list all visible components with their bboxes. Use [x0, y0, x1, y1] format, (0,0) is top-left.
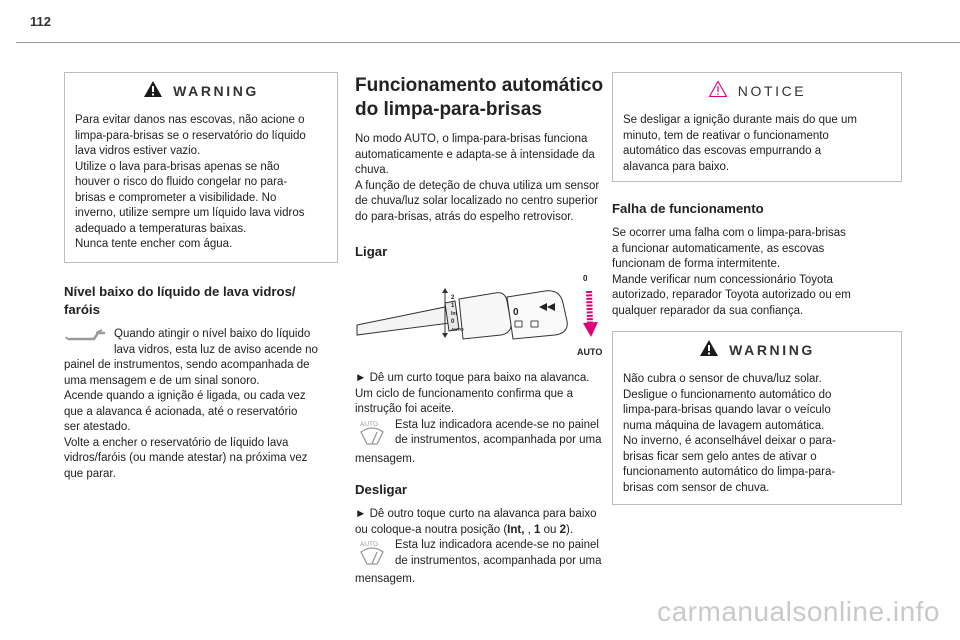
ligar-indicator-text: AUTO Esta luz indicadora acende-se no painel de instrumentos, acompanhada por uma mensagem.: [355, 418, 602, 465]
desligar-text: ► Dê outro toque curto na alavanca para baixo ou coloque-a noutra posição (Int, , 1 ou 2).: [355, 508, 597, 536]
notice-box: [612, 72, 902, 182]
section-title: Funcionamento automático do limpa-para-brisas: [355, 75, 604, 120]
lever-position-0: 0: [451, 319, 455, 325]
page-number: 112: [30, 14, 51, 29]
auto-position-label: AUTO: [577, 347, 603, 357]
lever-position-1: 1: [451, 303, 455, 309]
lever-body: [459, 293, 511, 339]
low-fluid-heading: Nível baixo do líquido de lava vidros/ faróis: [64, 284, 296, 317]
ligar-heading: Ligar: [355, 244, 388, 259]
zero-position-label: 0: [583, 274, 588, 283]
failure-text: Se ocorrer uma falha com o limpa-para-brisas a funcionar automaticamente, as escovas funcionam de forma intermitente. Mande verificar num concessionário Toyota autorizado, reparador Toyota autorizado ou em qualquer reparador da sua confiança.: [612, 227, 851, 317]
warning-box-right: [612, 331, 902, 505]
svg-text:AUTO: AUTO: [360, 420, 378, 428]
warning-title: WARNING: [729, 342, 815, 358]
desligar-heading: Desligar: [355, 482, 408, 497]
column-middle: [355, 74, 617, 588]
ligar-text: ► Dê um curto toque para baixo na alavanca. Um ciclo de funcionamento confirma que a instrução foi aceite.: [355, 372, 590, 415]
rear-wiper-icon: [513, 307, 519, 318]
notice-text: Se desligar a ignição durante mais do que um minuto, tem de reativar o funcionamento automático das escovas empurrando a alavanca para baixo.: [623, 114, 857, 173]
desligar-indicator-text: AUTO Esta luz indicadora acende-se no painel de instrumentos, acompanhada por uma mensagem.: [355, 539, 602, 585]
intro-text: No modo AUTO, o limpa-para-brisas funciona automaticamente e adapta-se à intensidade da chuva. A função de deteção de chuva utiliza um sensor de chuva/luz solar localizado no centro superior do para-brisas, atrás do espelho retrovisor.: [355, 133, 600, 223]
push-down-arrow: [589, 291, 590, 323]
lever-position-2: 2: [451, 295, 455, 301]
svg-text:0: 0: [513, 307, 519, 318]
wiper-lever-figure: [355, 269, 617, 361]
column-right: [612, 72, 902, 505]
watermark: carmanualsonline.info: [657, 596, 940, 627]
column-left: [64, 72, 338, 482]
warning-triangle-icon: [699, 339, 719, 362]
warning-text: Para evitar danos nas escovas, não acione o limpa-para-brisas se o reservatório do líquido lava vidros estiver vazio. Utilize o lava para-brisas apenas se não houver o risco do fluido congelar no para- brisas e comprometer a visibilidade. No inverno, utilize sempre um líquido lava vidros adequado a temperaturas baixas. Nunca tente encher com água.: [75, 114, 306, 250]
svg-text:AUTO: AUTO: [360, 541, 378, 548]
lever-shaft: [357, 307, 450, 335]
warning-text: Não cubra o sensor de chuva/luz solar. Desligue o funcionamento automático do limpa-para-brisas quando lavar o veículo numa máquina de lavagem automática. No inverno, é aconselhável deixar o para- brisas ficar sem gelo antes de ativar o funcionamento automático do limpa-para- brisas com sensor de chuva.: [623, 373, 836, 494]
notice-title: NOTICE: [737, 83, 807, 99]
lever-position-auto: AUTO: [451, 327, 464, 332]
auto-wiper-indicator-icon: [355, 418, 391, 452]
lever-position-int: Int: [451, 311, 458, 317]
washer-fluid-icon: [64, 327, 110, 357]
notice-triangle-icon: [708, 80, 728, 103]
warning-title: WARNING: [173, 83, 259, 99]
warning-triangle-icon: [143, 80, 163, 103]
failure-heading: Falha de funcionamento: [612, 201, 764, 216]
low-fluid-text: Quando atingir o nível baixo do líquido lava vidros, esta luz de aviso acende no painel de instrumentos, sendo acompanhada de uma mensagem e de um sinal sonoro. Acende quando a ignição é ligada, ou cada vez que a alavanca é acionada, até o reservatório ser atestado. Volte a encher o reservatório de líquido lava vidros/faróis (ou mande atestar) na próxima vez que parar.: [64, 328, 318, 480]
warning-box-left: [64, 72, 338, 263]
auto-wiper-indicator-icon: [355, 538, 391, 572]
header-rule: [16, 42, 960, 43]
